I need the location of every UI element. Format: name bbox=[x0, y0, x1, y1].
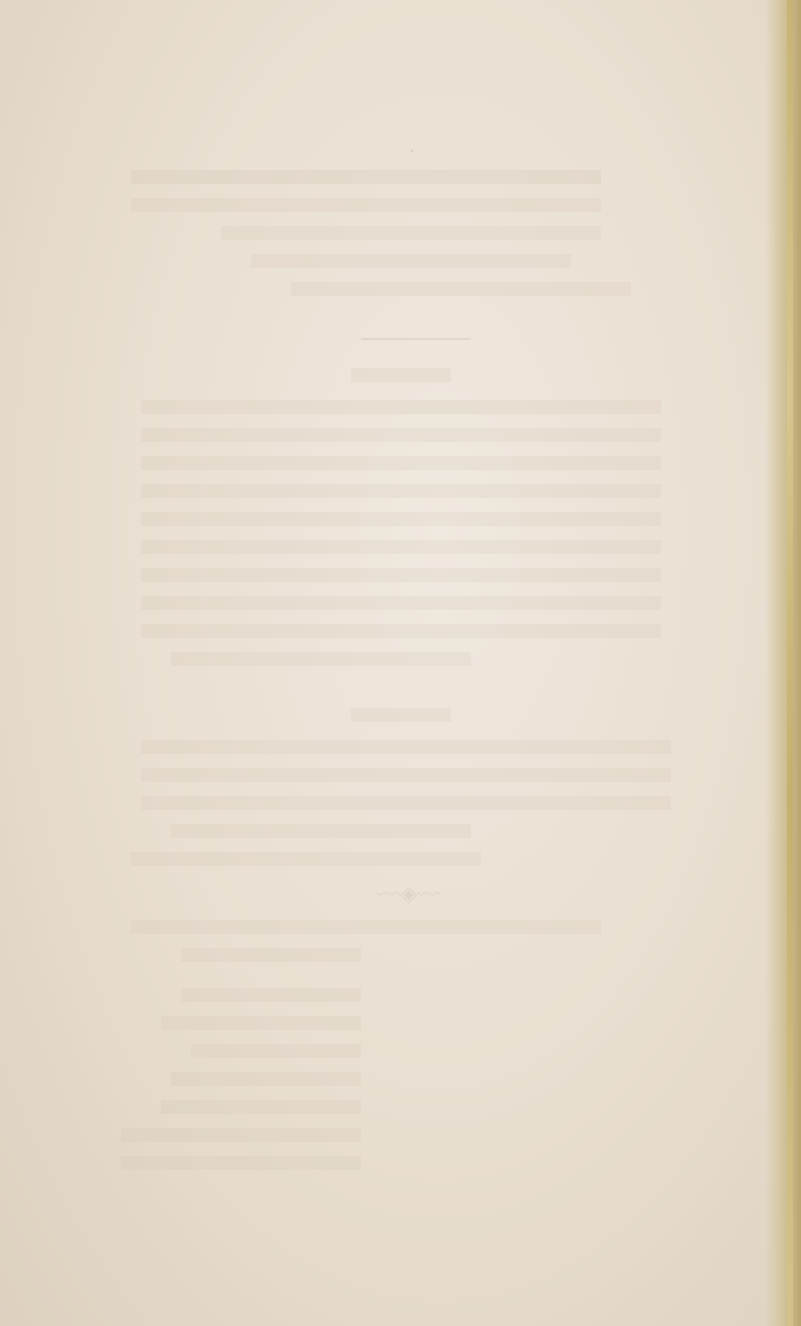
page-edge-shadow bbox=[765, 0, 801, 1326]
small-mark: · bbox=[408, 139, 416, 165]
show-through-text: · ~~◈~~ bbox=[0, 0, 801, 1326]
binding-stripe bbox=[787, 0, 793, 1326]
